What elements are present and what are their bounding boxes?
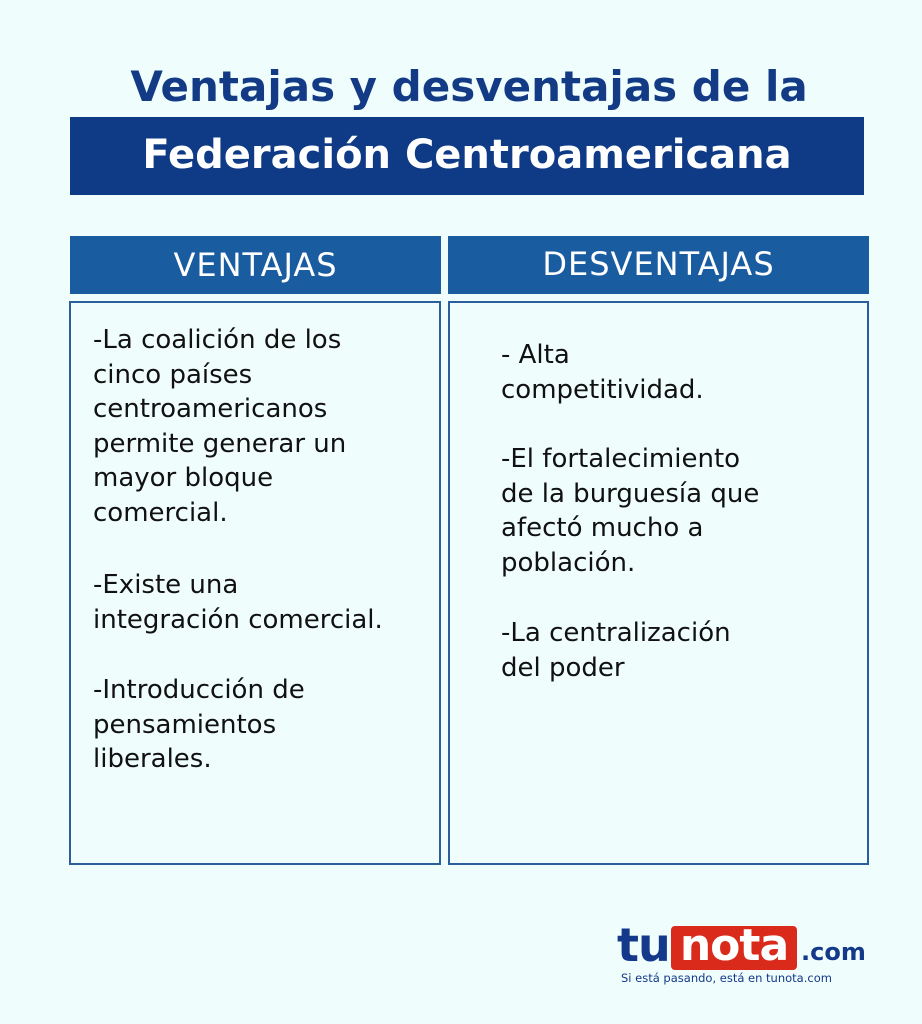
ventajas-item-2: -Existe una integración comercial. [93, 570, 383, 635]
ventajas-box [69, 301, 441, 865]
logo-nota: nota [679, 920, 789, 971]
title-line-1: Ventajas y desventajas de la [130, 62, 808, 111]
ventajas-header: VENTAJAS [70, 236, 441, 294]
desventajas-item-2: -El fortalecimiento de la burguesía que afectó mucho a población. [501, 444, 760, 578]
logo-nota-box [671, 920, 797, 971]
ventajas-item-1: -La coalición de los cinco países centroamericanos permite generar un mayor bloque comercial. [93, 325, 347, 528]
title-band [70, 117, 864, 195]
desventajas-box [448, 301, 869, 865]
title-line-2: Federación Centroamericana [142, 132, 792, 178]
tunota-logo[interactable] [615, 920, 865, 990]
logo-tu: tu [617, 918, 670, 972]
logo-com: .com [801, 938, 866, 966]
logo-tagline: Si está pasando, está en tunota.com [621, 971, 832, 985]
desventajas-header: DESVENTAJAS [448, 236, 869, 294]
desventajas-item-1: - Alta competitividad. [501, 340, 704, 405]
ventajas-item-3: -Introducción de pensamientos liberales. [93, 675, 305, 774]
desventajas-item-3: -La centralización del poder [501, 618, 731, 683]
